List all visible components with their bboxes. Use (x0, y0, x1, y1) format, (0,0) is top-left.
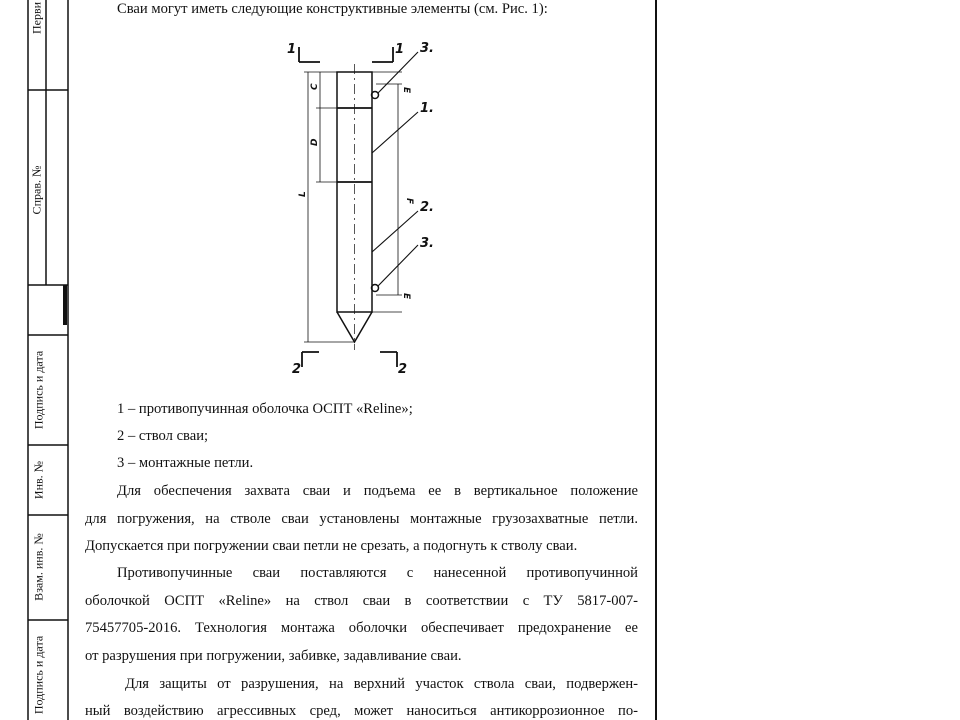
legend-item-1: 1 – противопучинная оболочка ОСПТ «Reline»; (117, 401, 413, 417)
section-2-right-label: 2 (398, 362, 408, 377)
leader-1 (372, 112, 418, 153)
section-2-left-label: 2 (292, 362, 302, 377)
sidebar-label-reference-no: Справ. № (29, 165, 44, 215)
paragraph-2-line-3: 75457705-2016. Технология монтажа оболочки обеспечивает предохранение ее (85, 620, 638, 636)
paragraph-3-line-1: Для защиты от разрушения, на верхний участок ствола сваи, подвержен- (125, 676, 638, 692)
legend-item-2: 2 – ствол сваи; (117, 428, 209, 444)
paragraph-3-line-2: ный воздействию агрессивных сред, может наноситься антикоррозионное по- (85, 703, 638, 719)
dim-d-label: D (310, 138, 320, 146)
paragraph-1-line-3: Допускается при погружении сваи петли не срезать, а подогнуть к стволу сваи. (85, 538, 578, 554)
dim-f-label: F (404, 198, 414, 205)
paragraph-2-line-1: Противопучинные сваи поставляются с нанесенной противопучинной (117, 565, 638, 581)
dim-e-bottom-label: E (401, 293, 411, 300)
callout-3-bottom: 3. (420, 236, 434, 251)
dim-c-label: C (310, 83, 320, 90)
intro-text: Сваи могут иметь следующие конструктивные элементы (см. Рис. 1): (117, 1, 548, 17)
sidebar-label-signature-date-2: Подпись и дата (31, 635, 46, 715)
paragraph-1-line-1: Для обеспечения захвата сваи и подъема ее в вертикальное положение (117, 483, 638, 499)
callout-1: 1. (420, 101, 434, 116)
legend-item-3: 3 – монтажные петли. (117, 455, 254, 471)
paragraph-2-line-2: оболочкой ОСПТ «Reline» на ствол сваи в соответствии с ТУ 5817-007- (85, 593, 638, 609)
paragraph-1-line-2: для погружения, на стволе сваи установлены монтажные грузозахватные петли. (85, 511, 638, 527)
page-border-right (655, 0, 657, 720)
sidebar-label-signature-date: Подпись и дата (31, 350, 46, 430)
callout-3-top: 3. (420, 41, 434, 56)
sidebar-label-replaces-inv-no: Взам. инв. № (31, 533, 46, 601)
dim-l-label: L (298, 191, 308, 197)
sidebar-label-inventory-no: Инв. № (31, 460, 46, 500)
sidebar-label-first-use: Перви (29, 1, 44, 35)
section-1-right-label: 1 (395, 42, 405, 57)
callout-2: 2. (420, 200, 434, 215)
leader-2 (372, 211, 418, 252)
paragraph-2-line-4: от разрушения при погружении, забивке, задавливание сваи. (85, 648, 462, 664)
section-1-left-label: 1 (287, 42, 297, 57)
dim-e-top-label: E (401, 87, 411, 94)
pile-figure (280, 38, 460, 378)
